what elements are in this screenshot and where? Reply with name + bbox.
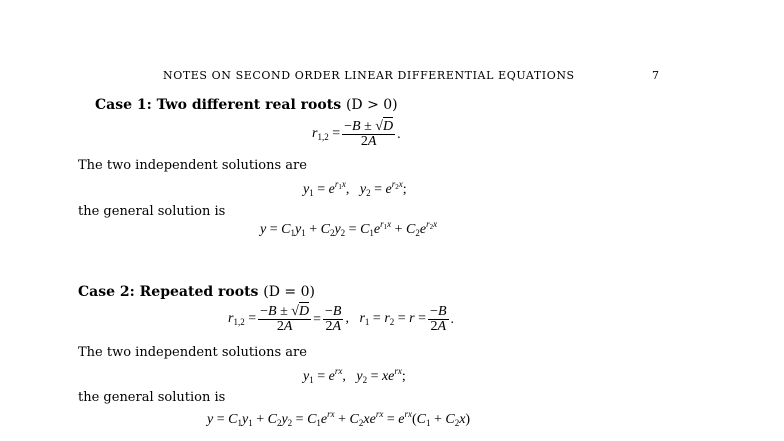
case2-label: Case 2: xyxy=(78,284,135,300)
case2-independent-text: The two independent solutions are xyxy=(78,345,307,360)
case2-simplified-fraction: $\frac{-B}{2A}$ xyxy=(324,304,342,334)
case1-roots-denominator: 2A xyxy=(360,134,377,149)
case1-heading xyxy=(95,98,398,112)
case2-independent-solutions: $y_1 = e^{rx}$, $y_2 = xe^{rx}$; xyxy=(303,366,406,385)
case2-roots-fraction: $\frac{-B \pm √D}{2A}$ xyxy=(260,304,310,334)
case2-general-text: the general solution is xyxy=(78,390,226,405)
case2-repeated-root-fraction: $\frac{-B}{2A}$ xyxy=(430,304,447,334)
case2-roots-formula: $r_{1,2}$ = $\frac{-B \pm √D}{2A}$ = $\frac{-B}{2A}$ , $r_1 = r_2 = r$ = $\frac{-B}{2A}$ . xyxy=(228,304,454,334)
case1-general-solution: $y = C_1y_1 + C_2y_2 = C_1e^{r_1x} + C_2e^{r_2x}$ xyxy=(260,219,438,238)
case1-title: Two different real roots xyxy=(156,97,342,113)
case2-general-solution: $y = C_1y_1 + C_2y_2 = C_1e^{rx} + C_2xe^{rx} = e^{rx}(C_1 + C_2x)$ xyxy=(207,409,471,428)
case2-condition: (D = 0) xyxy=(263,284,315,300)
running-header: NOTES ON SECOND ORDER LINEAR DIFFERENTIAL EQUATIONS xyxy=(163,69,575,82)
case1-roots-fraction xyxy=(342,120,395,149)
case1-roots-numerator: −B ± √D xyxy=(344,119,394,134)
case2-title: Repeated roots xyxy=(139,284,259,300)
case1-general-text: the general solution is xyxy=(78,204,226,219)
case1-independent-text: The two independent solutions are xyxy=(78,158,307,173)
case1-label: Case 1: xyxy=(95,97,152,113)
case1-independent-solutions: $y_1 = e^{r_1x}$, $y_2 = e^{r_2x}$; xyxy=(303,179,407,198)
case2-heading xyxy=(78,285,315,299)
case1-roots-formula: $r_{1,2}$ = $\frac{-B \pm √D}{2A}$ . xyxy=(312,119,401,149)
case1-condition: (D > 0) xyxy=(345,97,398,113)
page-number: 7 xyxy=(652,69,660,82)
